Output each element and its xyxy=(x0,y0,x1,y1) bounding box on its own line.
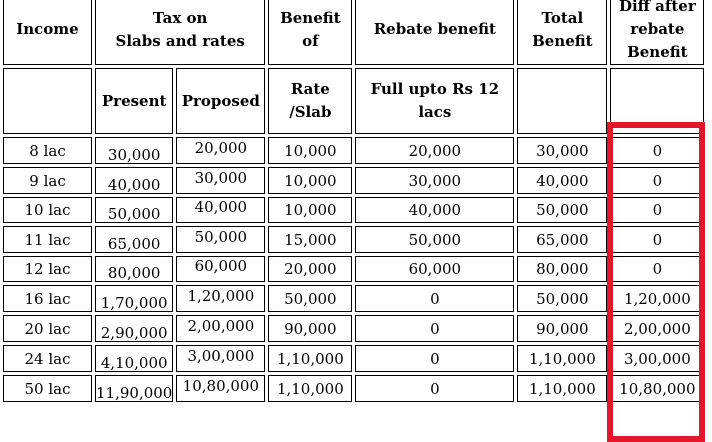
cell-total xyxy=(517,315,607,342)
cell-income xyxy=(3,137,92,164)
cell-rebate-value: 0 xyxy=(430,349,440,368)
cell-income-value: 12 lac xyxy=(24,260,71,278)
cell-total-value: 50,000 xyxy=(536,289,589,308)
table-row xyxy=(3,167,704,194)
cell-diff xyxy=(610,137,704,164)
cell-rebate-value: 0 xyxy=(430,319,440,338)
cell-proposed xyxy=(176,167,265,194)
cell-present-value: 2,90,000 xyxy=(100,323,168,342)
header-rebate-benefit: Rebate benefit xyxy=(355,0,514,65)
header-income: Income xyxy=(3,0,92,65)
cell-proposed-value: 1,20,000 xyxy=(187,286,255,305)
cell-diff-value: 0 xyxy=(652,171,663,190)
cell-diff xyxy=(610,197,704,223)
cell-rate-value: 1,10,000 xyxy=(276,379,344,398)
cell-proposed xyxy=(176,256,265,282)
cell-rate xyxy=(268,256,352,282)
cell-diff-value: 2,00,000 xyxy=(623,319,691,338)
cell-proposed-value: 2,00,000 xyxy=(187,316,255,335)
cell-income-value: 50 lac xyxy=(24,379,71,398)
cell-rebate xyxy=(355,285,514,312)
cell-income-value: 11 lac xyxy=(24,230,71,249)
header-tax-on-text: Tax on Slabs and rates xyxy=(115,8,245,50)
cell-income-value: 20 lac xyxy=(24,319,71,338)
cell-present xyxy=(95,137,173,164)
cell-proposed xyxy=(176,285,265,312)
cell-present xyxy=(95,315,173,342)
cell-total xyxy=(517,345,607,372)
cell-diff-value: 0 xyxy=(652,141,663,160)
cell-rebate-value: 50,000 xyxy=(408,230,462,249)
cell-present-value: 11,90,000 xyxy=(96,383,173,402)
cell-present-value: 4,10,000 xyxy=(100,353,168,372)
cell-total-value: 1,10,000 xyxy=(528,349,596,368)
cell-proposed-value: 20,000 xyxy=(194,138,248,157)
cell-diff-value: 10,80,000 xyxy=(619,379,696,398)
subheader-proposed: Proposed xyxy=(176,68,265,134)
cell-diff xyxy=(610,375,704,402)
cell-rate-value: 10,000 xyxy=(284,141,337,160)
table-row xyxy=(3,256,704,282)
cell-rebate-value: 30,000 xyxy=(408,171,462,190)
cell-income xyxy=(3,345,92,372)
cell-income-value: 16 lac xyxy=(24,289,71,308)
cell-rate-value: 15,000 xyxy=(284,230,337,249)
cell-present xyxy=(95,285,173,312)
cell-rebate xyxy=(355,375,514,402)
cell-income-value: 10 lac xyxy=(24,201,71,219)
cell-diff xyxy=(610,345,704,372)
cell-total xyxy=(517,256,607,282)
cell-rebate xyxy=(355,256,514,282)
cell-rebate xyxy=(355,197,514,223)
cell-rebate xyxy=(355,226,514,253)
table-row xyxy=(3,137,704,164)
cell-rate-value: 90,000 xyxy=(284,319,337,338)
cell-total xyxy=(517,137,607,164)
cell-total xyxy=(517,285,607,312)
cell-income xyxy=(3,167,92,194)
cell-rate xyxy=(268,285,352,312)
cell-rate xyxy=(268,375,352,402)
cell-proposed xyxy=(176,197,265,223)
table-row xyxy=(3,226,704,253)
cell-rebate xyxy=(355,167,514,194)
cell-present xyxy=(95,375,173,402)
cell-diff-value: 0 xyxy=(652,201,663,219)
cell-proposed xyxy=(176,375,265,402)
table-row xyxy=(3,345,704,372)
header-diff-rebate-benefit: Diff after rebate Benefit xyxy=(610,0,704,65)
cell-total-value: 30,000 xyxy=(536,141,589,160)
cell-rebate-value: 0 xyxy=(430,289,440,308)
cell-present-value: 40,000 xyxy=(107,175,161,194)
cell-total xyxy=(517,167,607,194)
cell-total xyxy=(517,197,607,223)
cell-diff-value: 1,20,000 xyxy=(623,289,691,308)
header-total-benefit: Total Benefit xyxy=(517,0,607,65)
cell-diff-value: 0 xyxy=(652,260,663,278)
cell-present xyxy=(95,256,173,282)
cell-present-value: 80,000 xyxy=(107,264,161,282)
cell-present-value: 30,000 xyxy=(107,145,161,164)
cell-rebate xyxy=(355,345,514,372)
cell-rate xyxy=(268,345,352,372)
subheader-blank xyxy=(3,68,92,134)
cell-income xyxy=(3,256,92,282)
cell-income xyxy=(3,226,92,253)
header-benefit-of: Benefit of xyxy=(268,0,352,65)
cell-proposed-value: 3,00,000 xyxy=(187,346,255,365)
cell-rate-value: 1,10,000 xyxy=(276,349,344,368)
cell-total-value: 50,000 xyxy=(536,201,589,219)
cell-proposed xyxy=(176,345,265,372)
subheader-blank xyxy=(517,68,607,134)
cell-present-value: 1,70,000 xyxy=(100,293,168,312)
cell-present xyxy=(95,197,173,223)
cell-present-value: 65,000 xyxy=(107,234,161,253)
cell-rebate-value: 40,000 xyxy=(408,201,462,219)
cell-rate xyxy=(268,167,352,194)
cell-rebate-value: 20,000 xyxy=(408,141,462,160)
cell-rate xyxy=(268,137,352,164)
cell-proposed xyxy=(176,226,265,253)
cell-rate xyxy=(268,315,352,342)
cell-diff xyxy=(610,226,704,253)
cell-rebate xyxy=(355,315,514,342)
cell-income xyxy=(3,375,92,402)
table-row xyxy=(3,197,704,223)
cell-diff xyxy=(610,167,704,194)
cell-present-value: 50,000 xyxy=(107,205,161,223)
table-row xyxy=(3,285,704,312)
cell-rate xyxy=(268,197,352,223)
cell-rebate-value: 0 xyxy=(430,379,440,398)
cell-diff xyxy=(610,256,704,282)
cell-present xyxy=(95,167,173,194)
cell-proposed-value: 10,80,000 xyxy=(182,376,260,395)
cell-total xyxy=(517,226,607,253)
cell-proposed xyxy=(176,315,265,342)
cell-diff xyxy=(610,285,704,312)
table-row xyxy=(3,375,704,402)
cell-total-value: 1,10,000 xyxy=(528,379,596,398)
table-row xyxy=(3,315,704,342)
cell-present xyxy=(95,226,173,253)
cell-proposed-value: 60,000 xyxy=(194,257,248,275)
cell-total-value: 80,000 xyxy=(536,260,589,278)
cell-rate-value: 10,000 xyxy=(284,201,337,219)
cell-total-value: 90,000 xyxy=(536,319,589,338)
cell-income xyxy=(3,285,92,312)
cell-rate-value: 20,000 xyxy=(284,260,337,278)
subheader-blank xyxy=(610,68,704,134)
subheader-full-upto: Full upto Rs 12 lacs xyxy=(355,68,514,134)
header-tax-on-slabs xyxy=(95,0,265,65)
cell-rate-value: 10,000 xyxy=(284,171,337,190)
cell-income-value: 8 lac xyxy=(29,141,66,160)
cell-diff-value: 3,00,000 xyxy=(623,349,691,368)
cell-proposed-value: 30,000 xyxy=(194,168,248,187)
cell-rebate-value: 60,000 xyxy=(408,260,462,278)
cell-income-value: 24 lac xyxy=(24,349,71,368)
subheader-rate-slab: Rate /Slab xyxy=(268,68,352,134)
cell-rate-value: 50,000 xyxy=(284,289,337,308)
cell-proposed-value: 40,000 xyxy=(194,198,248,216)
cell-diff xyxy=(610,315,704,342)
cell-present xyxy=(95,345,173,372)
cell-diff-value: 0 xyxy=(652,230,663,249)
cell-proposed-value: 50,000 xyxy=(194,227,248,246)
cell-total-value: 65,000 xyxy=(536,230,589,249)
cell-rebate xyxy=(355,137,514,164)
cell-proposed xyxy=(176,137,265,164)
cell-total-value: 40,000 xyxy=(536,171,589,190)
subheader-present: Present xyxy=(95,68,173,134)
cell-rate xyxy=(268,226,352,253)
cell-income xyxy=(3,197,92,223)
cell-income xyxy=(3,315,92,342)
cell-total xyxy=(517,375,607,402)
cell-income-value: 9 lac xyxy=(29,171,66,190)
